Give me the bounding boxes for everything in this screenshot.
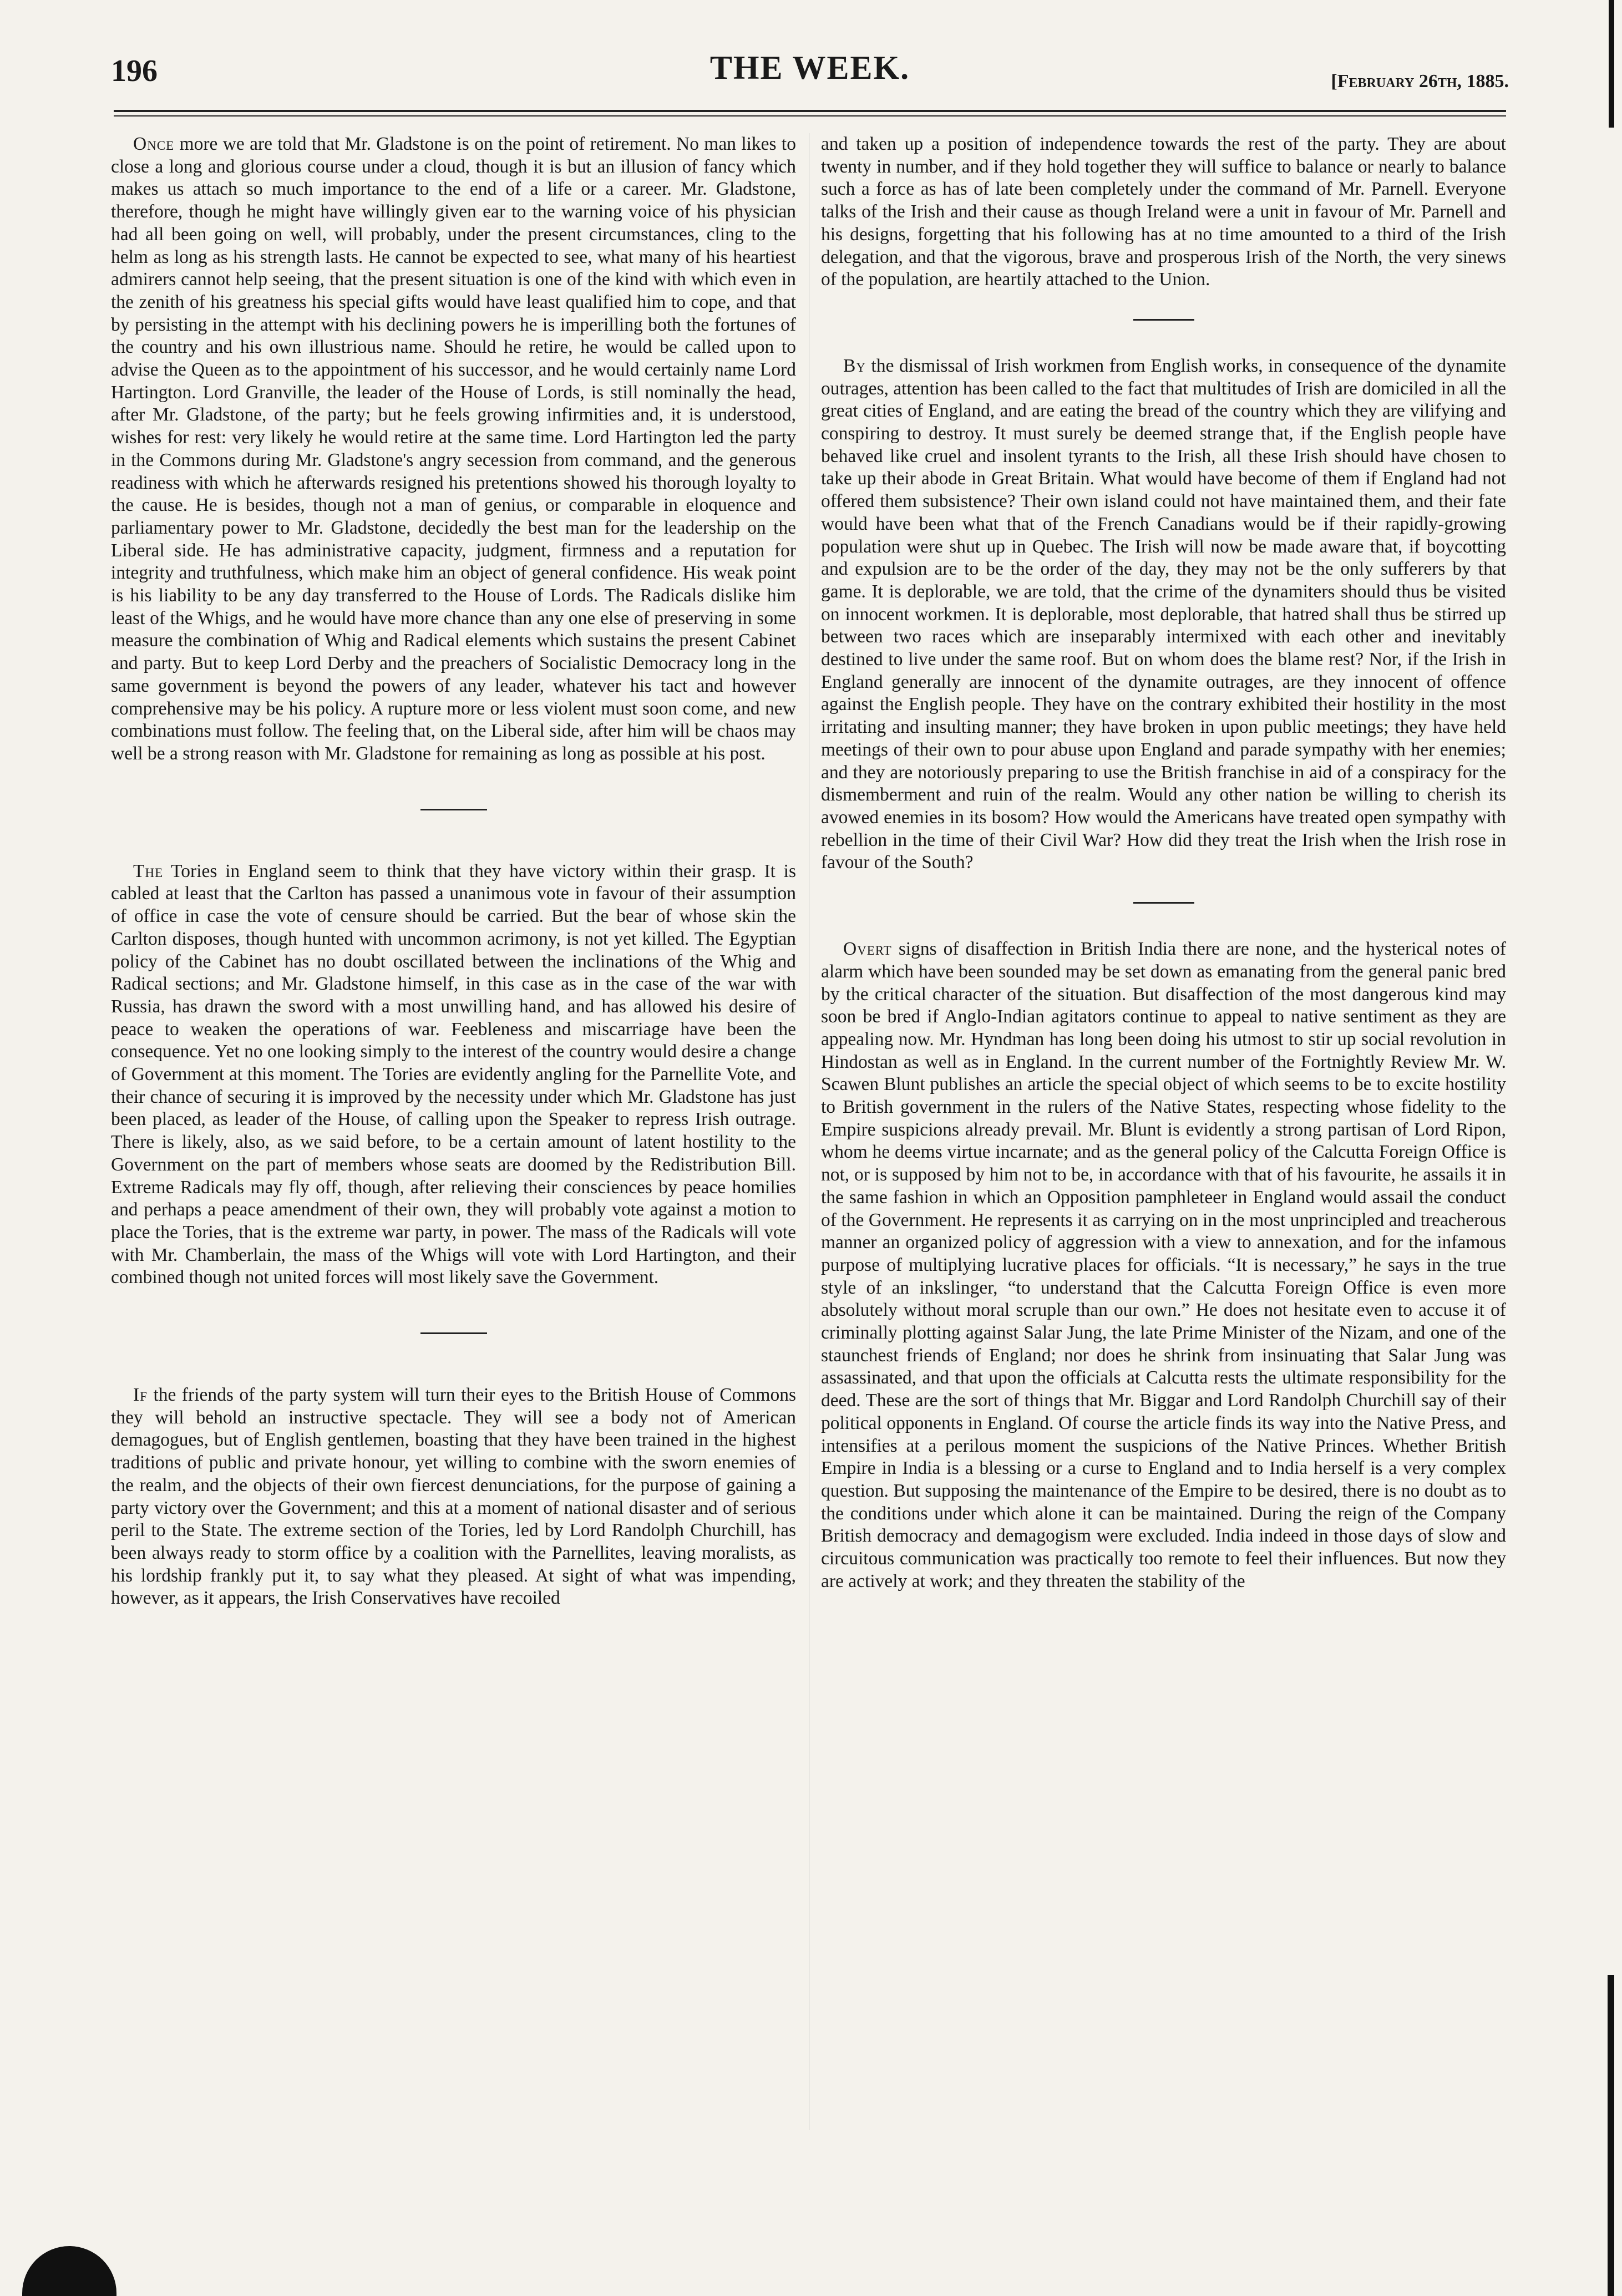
header-rule (114, 110, 1506, 112)
scan-corner-mark (22, 2246, 116, 2296)
article-text: Tories in England seem to think that they have victory within their grasp. It is cabled at least that the Carlton has passed a unanimous vote in favour of their assumption of office in case the vote of censure should be carried. But the bear of whose skin the Carlton disposes, though hunted with uncommon acrimony, is not yet killed. The Egyptian policy of the Cabinet has no doubt oscillated between the inclinations of the Whig and Radical sections; and Mr. Gladstone himself, in this case as in the case of the war with Russia, has drawn the sword with a most unwilling hand, and has allowed his desire of peace to weaken the operations of war. Feebleness and miscarriage have been the consequence. Yet no one looking simply to the interest of the country would desire a change of Government at this moment. The Tories are evidently angling for the Parnellite Vote, and their chance of securing it is improved by the necessity under which Mr. Gladstone has just been placed, as leader of the House, of calling upon the Speaker to repress Irish outrage. There is likely, also, as we said before, to be a certain amount of latent hostility to the Government on the part of members whose seats are doomed by the Redistribution Bill. Extreme Radicals may fly off, though, after relieving their consciences by peace homilies and perhaps a peace amendment of their own, they will probably vote against a motion to place the Tories, that is the extreme war party, in power. The mass of the Radicals will vote with Mr. Chamberlain, the mass of the Whigs will vote with Lord Hartington, and their combined though not united forces will most likely save the Government. (111, 860, 796, 1288)
article-tories-victory (111, 860, 796, 1289)
page-number: 196 (111, 54, 158, 88)
article-party-system-continued (821, 133, 1506, 291)
left-column (111, 133, 796, 1610)
article-text: and taken up a position of independence towards the rest of the party. They are about twenty in number, and if they hold together they will suffice to balance or nearly to balance such a force as has of late been completely under the command of Mr. Parnell. Everyone talks of the Irish and their cause as though Ireland were a unit in favour of Mr. Parnell and his designs, forgetting that his following has at no time amounted to a third of the Irish delegation, and that the vigorous, brave and prosperous Irish of the North, the very sinews of the population, are heartily attached to the Union. (821, 134, 1506, 290)
journal-title: THE WEEK. (709, 49, 910, 86)
scan-edge-mark (1608, 1975, 1614, 2296)
scan-edge-mark (1609, 0, 1614, 128)
article-text: more we are told that Mr. Gladstone is on the point of retirement. No man likes to close a long and glorious course under a cloud, though it is but an illusion of fancy which makes us attach so much importance to the end of a life or a career. Mr. Gladstone, therefore, though he might have willingly given ear to the warning voice of his physician had all been going on well, will probably, under the present circumstances, cling to the helm as long as his strength lasts. He cannot be expected to see, what many of his heartiest admirers cannot help seeing, that the present situation is one of the kind with which even in the zenith of his greatness his special gifts would have least qualified him to cope, and that by persisting in the attempt with his declining powers he is imperilling both the fortunes of the country and his own illustrious name. Should he retire, he would be called upon to advise the Queen as to the appointment of his successor, and he would certainly name Lord Hartington. Lord Granville, the leader of the House of Lords, is still nominally the head, after Mr. Gladstone, of the party; but he feels growing infirmities and, it is understood, wishes for rest: very likely he would retire at the same time. Lord Hartington led the party in the Commons during Mr. Gladstone's angry secession from command, and the generous readiness with which he afterwards resigned his pretentions showed his thorough loyalty to the cause. He is besides, though not a man of genius, or comparable in eloquence and parliamentary power to Mr. Gladstone, decidedly the best man for the leadership on the Liberal side. He has administrative capacity, judgment, firmness and a reputation for integrity and truthfulness, which make him an object of general confidence. His weak point is his liability to be any day transferred to the House of Lords. The Radicals dislike him least of the Whigs, and he would have more chance than any one else of preserving in some measure the combination of Whig and Radical elements which sustains the present Cabinet and party. But to keep Lord Derby and the preachers of Socialistic Democracy long in the same government is beyond the powers of any leader, whatever his tact and however comprehensive may be his policy. A rupture more or less violent must soon come, and new combinations must follow. The feeling that, on the Liberal side, after him will be chaos may well be a strong reason with Mr. Gladstone for remaining as long as possible at his post. (111, 134, 796, 764)
article-gladstone-retirement (111, 133, 796, 766)
article-british-india (821, 938, 1506, 1593)
lead-word: By (843, 355, 866, 376)
article-party-system (111, 1384, 796, 1610)
article-irish-workmen (821, 355, 1506, 874)
article-text: the dismissal of Irish workmen from English works, in consequence of the dynamite outrages, attention has been called to the fact that multitudes of Irish are domiciled in all the great cities of England, and are eating the bread of the country which they are vilifying and conspiring to destroy. It must surely be deemed strange that, if the English people have behaved like cruel and insolent tyrants to the Irish, all these Irish should have chosen to take up their abode in Great Britain. What would have become of them if England had not offered them subsistence? Their own island could not have maintained them, and their fate would have been what that of the French Canadians would be if their rapidly-growing population were shut up in Quebec. The Irish will now be made aware that, if boycotting and expulsion are to be the order of the day, they may not be the only sufferers by that game. It is deplorable, we are told, that the crime of the dynamiters should thus be visited on innocent workmen. It is deplorable, most deplorable, that hatred shall thus be stirred up between two races which are inseparably intermixed with each other and inevitably destined to live under the same roof. But on whom does the blame rest? Nor, if the Irish in England generally are innocent of the dynamite outrages, are they innocent of offence against the English people. They have on the contrary exhibited their hostility in the most irritating and insulting manner; they have broken in upon public meetings; they have held meetings of their own to pour abuse upon England and parade sympathy with her enemies; and they are notoriously preparing to use the British franchise in aid of a conspiracy for the dismemberment and ruin of the realm. Would any other nation be willing to cherish its avowed enemies in its bosom? How would the Americans have treated open sympathy with rebellion in the time of their Civil War? How did they treat the Irish when the Irish rose in favour of the South? (821, 355, 1506, 873)
lead-word: Overt (843, 939, 892, 960)
header-rule-thin (114, 115, 1506, 116)
page-header (111, 49, 1509, 110)
article-text: the friends of the party system will turn their eyes to the British House of Commons they will behold an instructive spectacle. They will see a body not of American demagogues, but of English gentlemen, boasting that they have been trained in the highest traditions of public and private honour, yet willing to combine with the sworn enemies of the realm, and the objects of their own fiercest denunciations, for the purpose of gaining a party victory over the Government; and this at a moment of national disaster and of serious peril to the State. The extreme section of the Tories, led by Lord Randolph Churchill, has been always ready to storm office by a coalition with the Parnellites, leaving moralists, as his lordship frankly put it, to say what they pleased. At sight of what was impending, however, as it appears, the Irish Conservatives have recoiled (111, 1385, 796, 1609)
section-separator (420, 1332, 487, 1334)
section-separator (1133, 319, 1194, 321)
section-separator (1133, 902, 1194, 904)
lead-word: The (133, 860, 164, 881)
section-separator (420, 809, 487, 810)
lead-word: If (133, 1385, 148, 1406)
lead-word: Once (133, 134, 175, 154)
right-column (821, 133, 1506, 1593)
issue-date: [February 26th, 1885. (1331, 71, 1509, 92)
article-text: signs of disaffection in British India there are none, and the hysterical notes of alarm which have been sounded may be set down as emanating from the general panic bred by the critical character of the situation. But disaffection of the most dangerous kind may soon be bred if Anglo-Indian agitators continue to appeal to native sentiment as they are appealing now. Mr. Hyndman has long been doing his utmost to stir up social revolution in Hindostan as well as in England. In the current number of the Fortnightly Review Mr. W. Scawen Blunt publishes an article the special object of which seems to be to excite hostility to British government in the rulers of the Native States, respecting whose fidelity to the Empire suspicions already prevail. Mr. Blunt is evidently a strong partisan of Lord Ripon, whom he deems virtue incarnate; and as the general policy of the Calcutta Foreign Office is not, or is supposed by him not to be, in accordance with that of his favourite, he assails it in the same fashion in which an Opposition pamphleteer in England would assail the conduct of the Government. He represents it as carrying on in the most unprincipled and treacherous manner an organized policy of aggression with a view to annexation, and for the infamous purpose of multiplying lucrative places for officials. “It is necessary,” he says in the true style of an inkslinger, “to understand that the Calcutta Foreign Office is even more absolutely without moral scruple than our own.” He does not hesitate even to accuse it of criminally plotting against Salar Jung, the late Prime Minister of the Nizam, and one of the staunchest friends of England; nor does he shrink from insinuating that Salar Jung was assassinated, and that upon the officials at Calcutta rests the ultimate responsibility for the deed. These are the sort of things that Mr. Biggar and Lord Randolph Churchill say of their political opponents in England. Of course the article finds its way into the Native Press, and intensifies at a perilous moment the suspicions of the Native Princes. Whether British Empire in India is a blessing or a curse to England and to India herself is a very complex question. But supposing the maintenance of the Empire to be desired, there is no doubt as to the conditions under which alone it can be maintained. During the reign of the Company British democracy and demagogism were excluded. India indeed in those days of slow and circuitous communication was practically too remote to feel their influences. But now they are actively at work; and they threaten the stability of the (821, 939, 1506, 1592)
